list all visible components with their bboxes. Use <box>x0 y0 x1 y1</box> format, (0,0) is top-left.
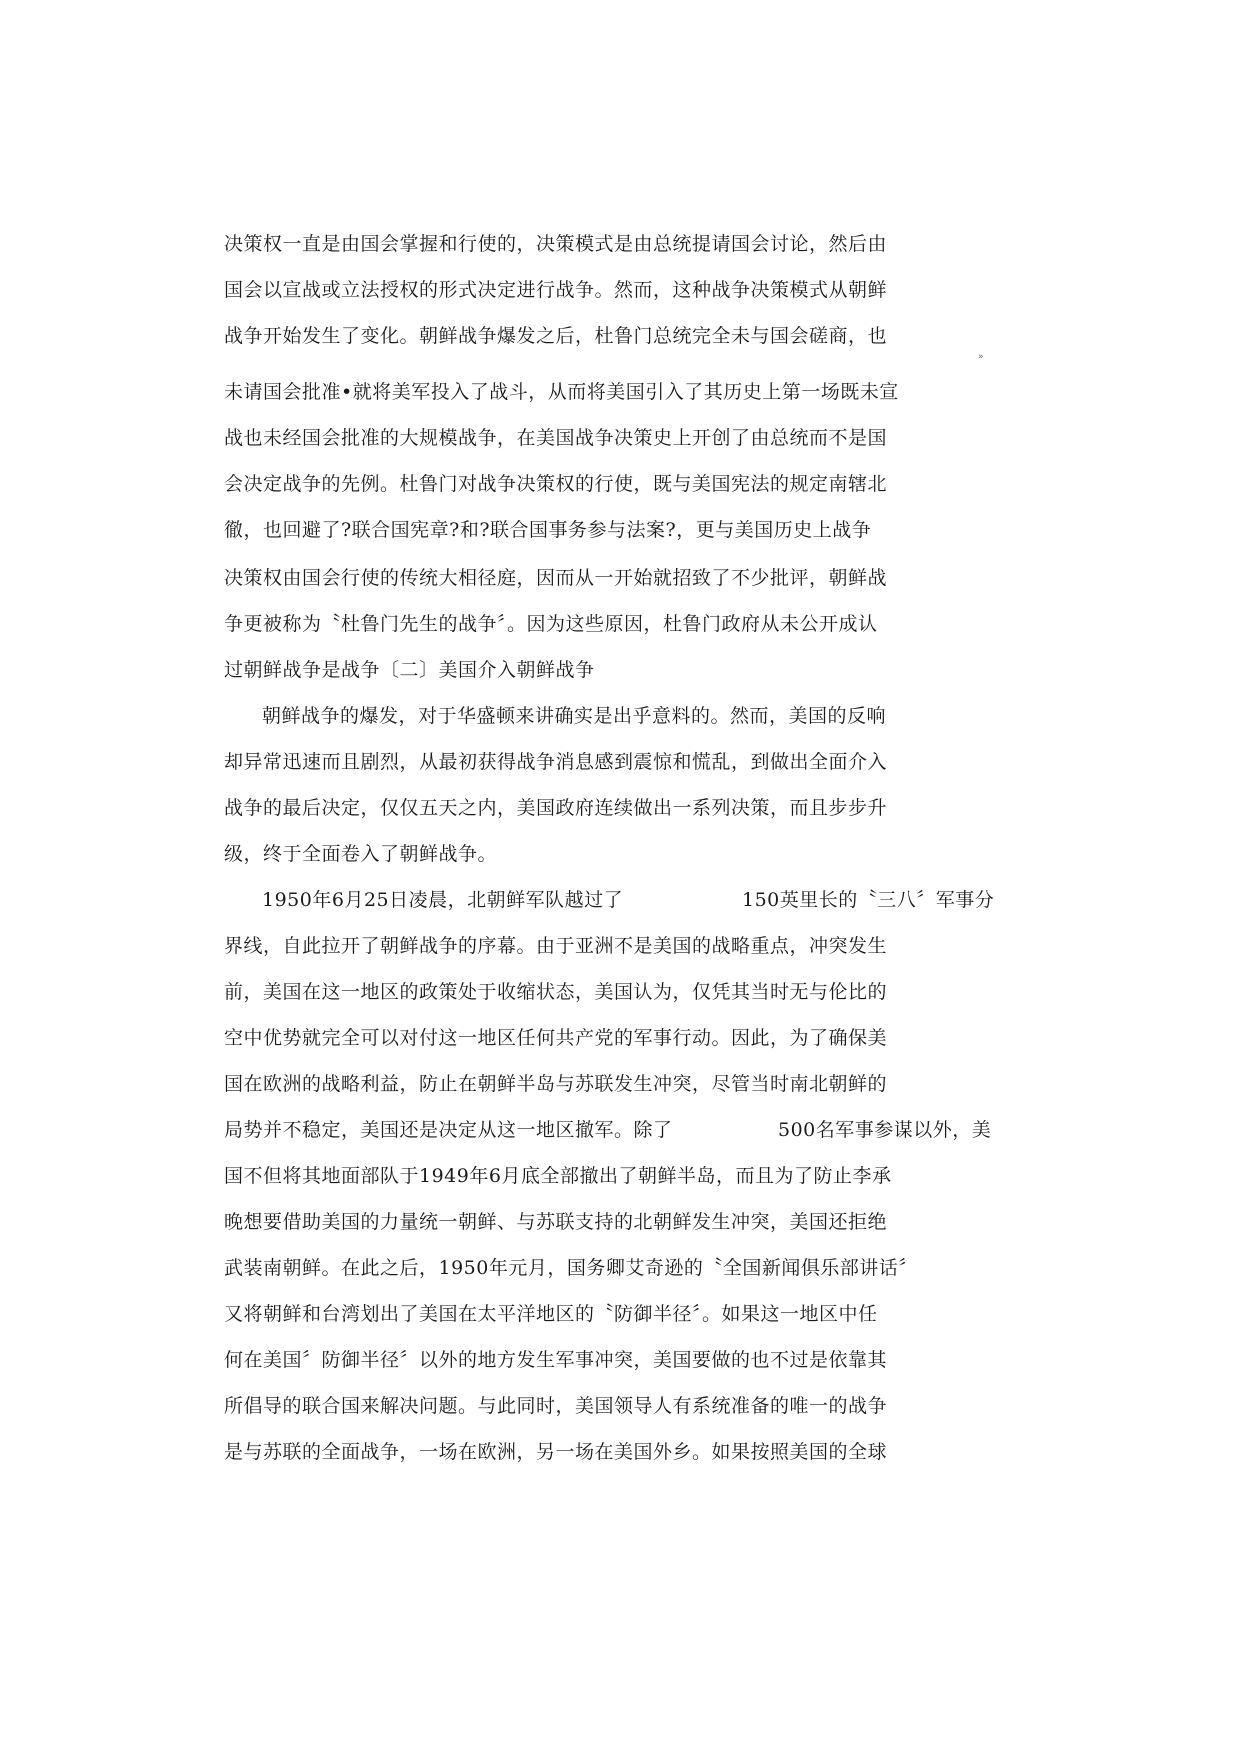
text-line: 国不但将其地面部队于1949年6月底全部撤出了朝鲜半岛，而且为了防止李承 <box>224 1165 892 1187</box>
text-line: 徹，也回避了?联合国宪章?和?联合国事务参与法案?，更与美国历史上战争 <box>224 519 872 541</box>
text-line: 150英里长的〝三八〞军事分 <box>742 889 995 911</box>
text-line: 是与苏联的全面战争，一场在欧洲，另一场在美国外乡。如果按照美国的全球 <box>224 1441 888 1463</box>
text-line: 晚想要借助美国的力量统一朝鲜、与苏联支持的北朝鲜发生冲突，美国还拒绝 <box>224 1211 888 1233</box>
text-line: 会决定战争的先例。杜鲁门对战争决策权的行使，既与美国宪法的规定南辖北 <box>224 473 888 495</box>
text-line: 何在美国〞防御半径〞以外的地方发生军事冲突，美国要做的也不过是依靠其 <box>224 1349 888 1371</box>
text-line: 空中优势就完全可以对付这一地区任何共产党的军事行动。因此，为了确保美 <box>224 1027 888 1049</box>
text-line: 局势并不稳定，美国还是决定从这一地区撤军。除了 <box>224 1119 673 1141</box>
text-line: 级，终于全面卷入了朝鲜战争。 <box>224 843 498 865</box>
text-line: 国会以宣战或立法授权的形式决定进行战争。然而，这种战争决策模式从朝鲜 <box>224 279 888 301</box>
text-line: 500名军事参谋以外，美 <box>778 1119 992 1141</box>
text-line: 1950年6月25日凌晨，北朝鲜军队越过了 <box>262 889 624 911</box>
margin-mark: » <box>978 352 984 362</box>
text-line: 过朝鲜战争是战争〔二〕美国介入朝鲜战争 <box>224 659 595 681</box>
text-line: 却异常迅速而且剧烈，从最初获得战争消息感到震惊和慌乱，到做出全面介入 <box>224 751 888 773</box>
text-line: 争更被称为〝杜鲁门先生的战争〞。因为这些原因，杜鲁门政府从未公开成认 <box>224 613 878 635</box>
text-line: 朝鲜战争的爆发，对于华盛顿来讲确实是出乎意料的。然而，美国的反响 <box>262 705 887 727</box>
text-line: 战争开始发生了变化。朝鲜战争爆发之后，杜鲁门总统完全未与国会磋商，也 <box>224 325 888 347</box>
text-line: 武装南朝鲜。在此之后，1950年元月，国务卿艾奇逊的〝全国新闻俱乐部讲话〞 <box>224 1257 918 1279</box>
text-line: 所倡导的联合国来解决问题。与此同时，美国领导人有系统准备的唯一的战争 <box>224 1395 888 1417</box>
text-line: 未请国会批准•就将美军投入了战斗，从而将美国引入了其历史上第一场既未宣 <box>224 381 899 403</box>
text-line: 又将朝鲜和台湾划出了美国在太平洋地区的〝防御半径〞。如果这一地区中任 <box>224 1303 878 1325</box>
text-line: 国在欧洲的战略利益，防止在朝鲜半岛与苏联发生冲突，尽管当时南北朝鲜的 <box>224 1073 888 1095</box>
text-line: 决策权一直是由国会掌握和行使的，决策模式是由总统提请国会讨论，然后由 <box>224 233 888 255</box>
text-line: 界线，自此拉开了朝鲜战争的序幕。由于亚洲不是美国的战略重点，冲突发生 <box>224 935 888 957</box>
text-line: 战也未经国会批准的大规模战争，在美国战争决策史上开创了由总统而不是国 <box>224 427 888 449</box>
text-line: 决策权由国会行使的传统大相径庭，因而从一开始就招致了不少批评，朝鲜战 <box>224 567 888 589</box>
text-line: 前，美国在这一地区的政策处于收缩状态，美国认为，仅凭其当时无与伦比的 <box>224 981 888 1003</box>
text-line: 战争的最后决定，仅仅五天之内，美国政府连续做出一系列决策，而且步步升 <box>224 797 888 819</box>
